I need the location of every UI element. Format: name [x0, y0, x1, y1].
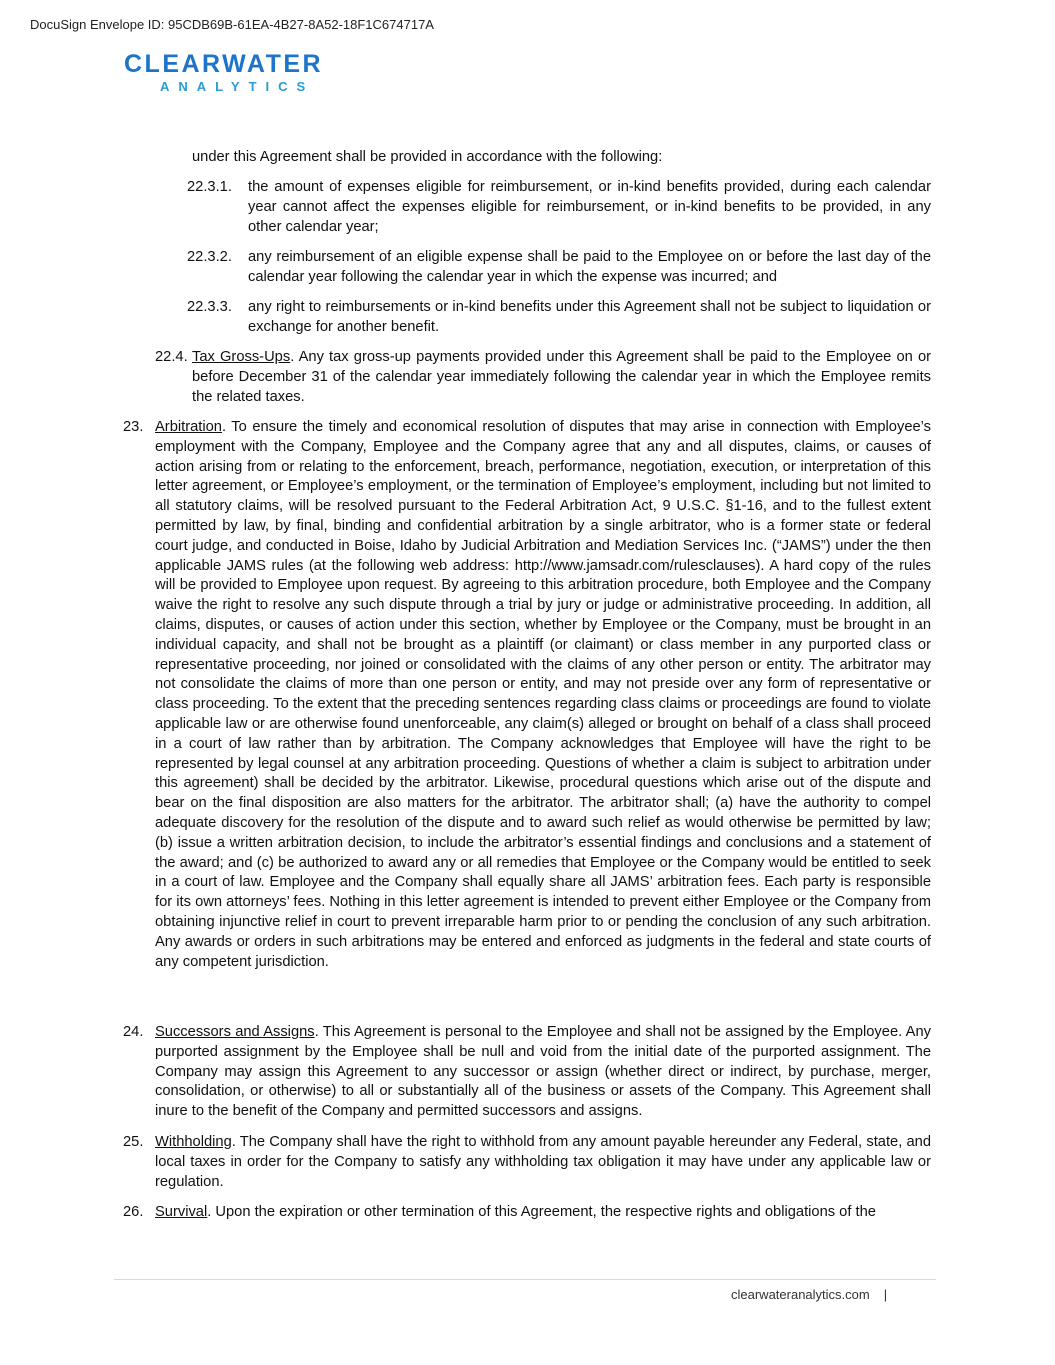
logo-subtitle: ANALYTICS: [160, 79, 315, 94]
section-number: 22.3.2.: [187, 249, 232, 265]
section-22-3-3: [187, 298, 931, 338]
logo-wordmark: CLEARWATER: [124, 50, 324, 78]
section-heading: Arbitration: [155, 419, 222, 435]
section-text: any right to reimbursements or in-kind benefits under this Agreement shall not be subject to liquidation or exchange for another benefit.: [248, 299, 931, 335]
section-number: 22.3.1.: [187, 179, 232, 195]
section-24-successors: [123, 1023, 931, 1122]
section-heading: Successors and Assigns: [155, 1024, 315, 1040]
footer-divider: [114, 1279, 936, 1280]
section-number: 22.3.3.: [187, 299, 232, 315]
section-25-withholding: [123, 1133, 931, 1192]
section-text: the amount of expenses eligible for reimbursement, or in-kind benefits provided, during each calendar year cannot affect the expenses eligible for reimbursement, or in-kind benefits to be provided, in any other calendar year;: [248, 179, 931, 235]
footer: [731, 1287, 887, 1302]
section-heading: Withholding: [155, 1134, 232, 1150]
section-number: 22.4.: [155, 349, 188, 365]
section-number: 23.: [123, 419, 144, 435]
section-text: . Upon the expiration or other termination of this Agreement, the respective rights and obligations of the: [207, 1204, 876, 1220]
section-text: . This Agreement is personal to the Employee and shall not be assigned by the Employee. Any purported assignment by the Employee shall be null and void from the initial date of the purported assignment. The Company may assign this Agreement to any successor or assign (whether direct or indirect, by purchase, merger, consolidation, or otherwise) to all or substantially all of the business or assets of the Company. This Agreement shall inure to the benefit of the Company and permitted successors and assigns.: [155, 1024, 931, 1120]
section-heading: Tax Gross-Ups: [192, 349, 291, 365]
section-heading: Survival: [155, 1204, 208, 1220]
footer-separator: |: [883, 1287, 888, 1302]
section-23-arbitration: [123, 418, 931, 972]
section-26-survival: [123, 1203, 931, 1223]
intro-line: under this Agreement shall be provided in accordance with the following:: [192, 149, 663, 165]
section-text: any reimbursement of an eligible expense shall be paid to the Employee on or before the last day of the calendar year following the calendar year in which the expense was incurred; and: [248, 249, 931, 285]
section-text: . The Company shall have the right to withhold from any amount payable hereunder any Federal, state, and local taxes in order for the Company to satisfy any withholding tax obligation it may have under any applicable law or regulation.: [155, 1134, 931, 1190]
docusign-envelope-id: DocuSign Envelope ID: 95CDB69B-61EA-4B27-8A52-18F1C674717A: [30, 17, 434, 32]
section-22-3-1: [187, 178, 931, 237]
section-22-3-2: [187, 248, 931, 288]
clearwater-logo: [124, 50, 323, 96]
section-number: 25.: [123, 1134, 144, 1150]
footer-website: clearwateranalytics.com: [731, 1287, 870, 1302]
section-number: 24.: [123, 1024, 144, 1040]
section-text: . Any tax gross-up payments provided under this Agreement shall be paid to the Employee on or before December 31 of the calendar year immediately following the calendar year in which the Employee remits the related taxes.: [192, 349, 931, 405]
section-number: 26.: [123, 1204, 144, 1220]
section-text: . To ensure the timely and economical resolution of disputes that may arise in connection with Employee’s employment with the Company, Employee and the Company agree that any and all disputes, claims, or causes of action arising from or relating to the enforcement, breach, performance, negotiation, execution, or interpretation of this letter agreement, or Employee’s employment, or the termination of Employee’s employment, including but not limited to all statutory claims, will be resolved pursuant to the Federal Arbitration Act, 9 U.S.C. §1-16, and to the fullest extent permitted by law, by final, binding and confidential arbitration by a single arbitrator, who is a former state or federal court judge, and conducted in Boise, Idaho by Judicial Arbitration and Mediation Services Inc. (“JAMS”) under the then applicable JAMS rules (at the following web address: http://www.jamsadr.com/rulesclauses). A hard copy of the rules will be provided to Employee upon request. By agreeing to this arbitration procedure, both Employee and the Company waive the right to resolve any such dispute through a trial by jury or judge or administrative proceeding. In addition, all claims, disputes, or causes of action under this section, whether by Employee or the Company, must be brought in an individual capacity, and shall not be brought as a plaintiff (or claimant) or class member in any purported class or representative proceeding, nor joined or consolidated with the claims of any other person or entity. The arbitrator may not consolidate the claims of more than one person or entity, and may not preside over any form of representative or class proceeding. To the extent that the preceding sentences regarding class claims or proceedings are found to violate applicable law or are otherwise found unenforceable, any claim(s) alleged or brought on behalf of a class shall proceed in a court of law rather than by arbitration. The Company acknowledges that Employee will have the right to be represented by legal counsel at any arbitration proceeding. Questions of whether a claim is subject to arbitration under this agreement) shall be decided by the arbitrator. Likewise, procedural questions which arise out of the dispute and bear on the final disposition are also matters for the arbitrator. The arbitrator shall; (a) have the authority to compel adequate discovery for the resolution of the dispute and to award such relief as would otherwise be permitted by law; (b) issue a written arbitration decision, to include the arbitrator’s essential findings and conclusions and a statement of the award; and (c) be authorized to award any or all remedies that Employee or the Company would be entitled to seek in a court of law. Employee and the Company shall equally share all JAMS’ arbitration fees. Each party is responsible for its own attorneys’ fees. Nothing in this letter agreement is intended to prevent either Employee or the Company from obtaining injunctive relief in court to prevent irreparable harm prior to or pending the conclusion of any such arbitration. Any awards or orders in such arbitrations may be entered and enforced as judgments in the federal and state courts of any competent jurisdiction.: [155, 419, 931, 970]
section-22-4: [155, 348, 931, 407]
